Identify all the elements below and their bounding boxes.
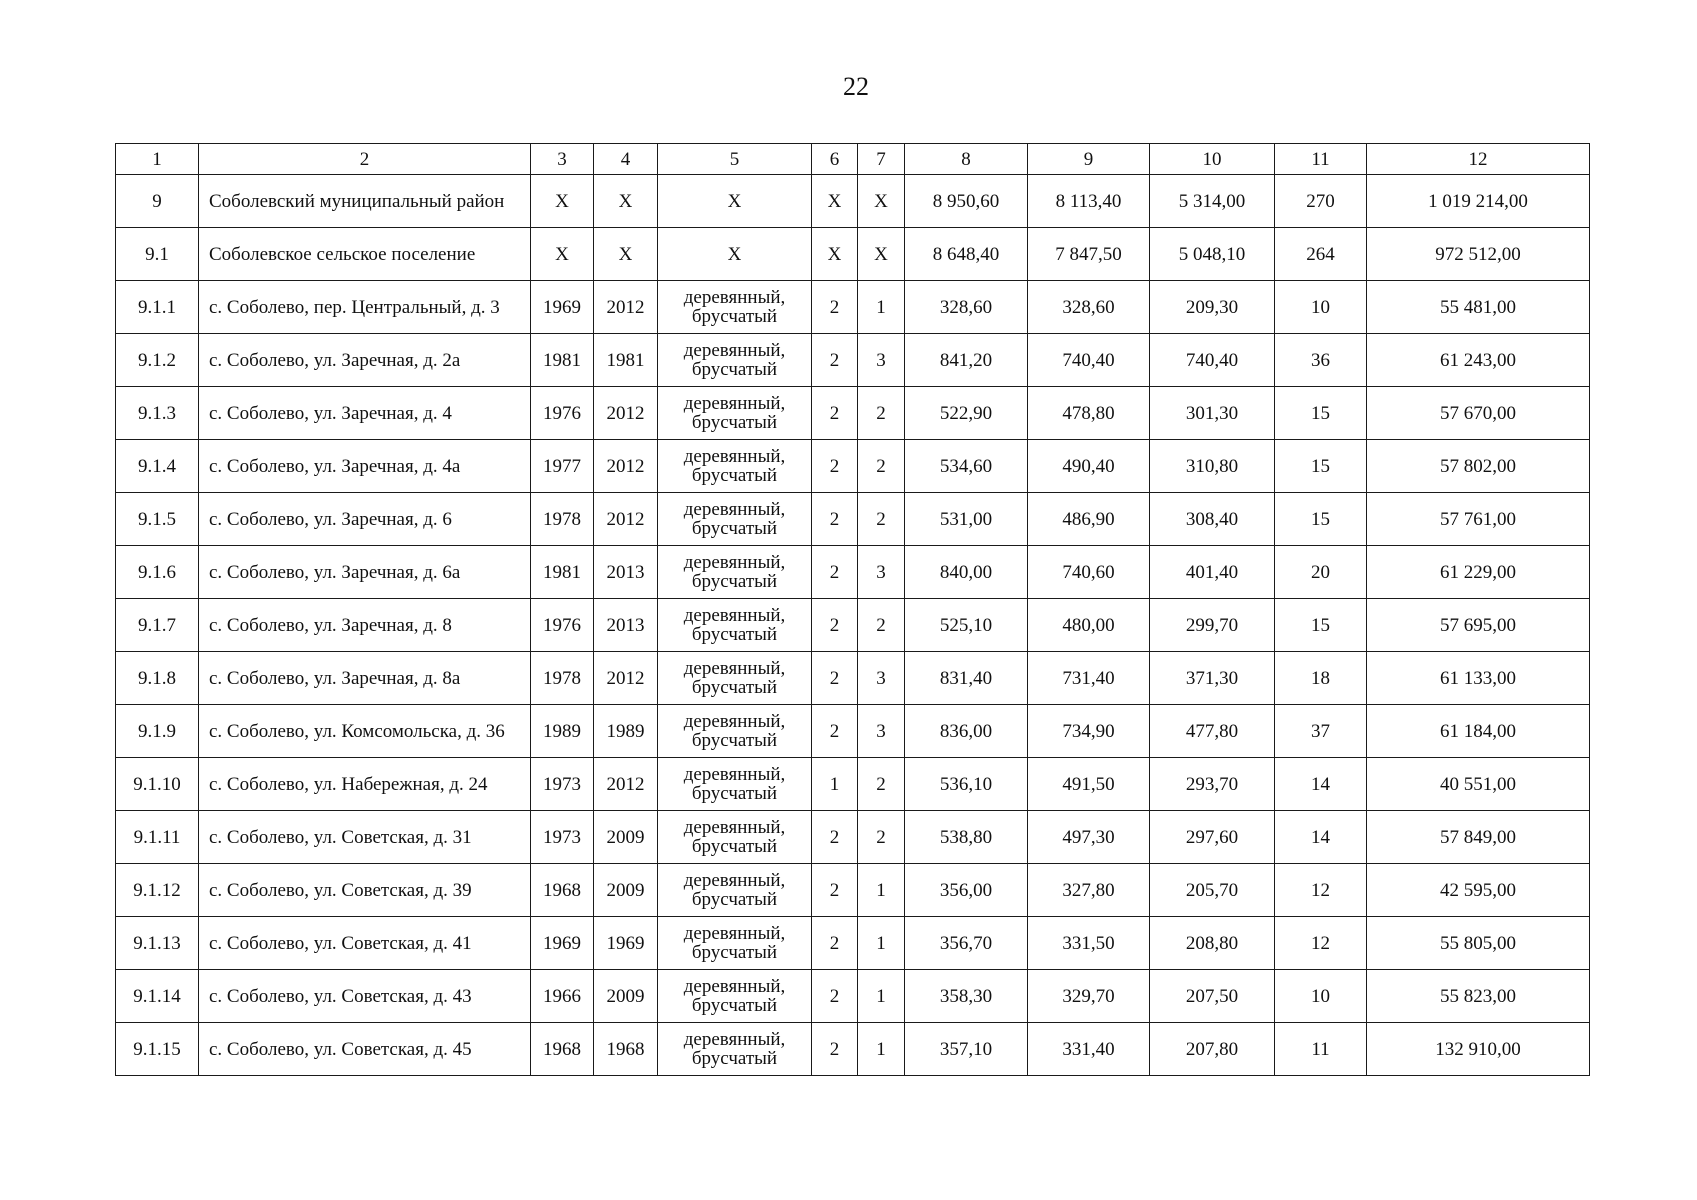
cost-cell: 972 512,00 (1367, 228, 1590, 281)
residential-area-cell: 209,30 (1150, 281, 1275, 334)
residents-cell: 12 (1275, 917, 1367, 970)
living-area-cell: 497,30 (1028, 811, 1150, 864)
row-index-cell: 9.1.8 (116, 652, 199, 705)
year-renovated-cell: 1989 (594, 705, 658, 758)
table-body (116, 144, 1590, 1076)
floors-cell: 1 (812, 758, 858, 811)
year-renovated-cell: 1968 (594, 1023, 658, 1076)
floors-cell: Х (812, 228, 858, 281)
residents-cell: 264 (1275, 228, 1367, 281)
year-built-cell: 1981 (531, 334, 594, 387)
cost-cell: 55 805,00 (1367, 917, 1590, 970)
entrances-cell: 1 (858, 281, 905, 334)
total-area-cell: 534,60 (905, 440, 1028, 493)
floors-cell: 2 (812, 387, 858, 440)
column-number: 9 (1028, 144, 1150, 175)
year-renovated-cell: 2009 (594, 970, 658, 1023)
total-area-cell: 536,10 (905, 758, 1028, 811)
entrances-cell: 3 (858, 334, 905, 387)
row-index-cell: 9.1.13 (116, 917, 199, 970)
cost-cell: 61 229,00 (1367, 546, 1590, 599)
living-area-cell: 490,40 (1028, 440, 1150, 493)
table-row (116, 811, 1590, 864)
wall-material-cell: Х (658, 175, 812, 228)
total-area-cell: 522,90 (905, 387, 1028, 440)
entrances-cell: 2 (858, 440, 905, 493)
row-index-cell: 9.1.14 (116, 970, 199, 1023)
wall-material-cell: деревянный, брусчатый (658, 493, 812, 546)
residential-area-cell: 308,40 (1150, 493, 1275, 546)
wall-material-cell: деревянный, брусчатый (658, 864, 812, 917)
year-built-cell: 1978 (531, 493, 594, 546)
row-index-cell: 9.1.9 (116, 705, 199, 758)
address-cell: Соболевский муниципальный район (199, 175, 531, 228)
floors-cell: 2 (812, 281, 858, 334)
address-cell: с. Соболево, ул. Комсомольска, д. 36 (199, 705, 531, 758)
cost-cell: 57 670,00 (1367, 387, 1590, 440)
residential-area-cell: 477,80 (1150, 705, 1275, 758)
year-renovated-cell: 2012 (594, 758, 658, 811)
year-renovated-cell: 2013 (594, 599, 658, 652)
wall-material-cell: деревянный, брусчатый (658, 758, 812, 811)
address-cell: с. Соболево, пер. Центральный, д. 3 (199, 281, 531, 334)
table-row (116, 864, 1590, 917)
table-row (116, 599, 1590, 652)
page-number: 22 (843, 72, 869, 101)
total-area-cell: 841,20 (905, 334, 1028, 387)
entrances-cell: 2 (858, 758, 905, 811)
wall-material-cell: деревянный, брусчатый (658, 705, 812, 758)
residents-cell: 270 (1275, 175, 1367, 228)
floors-cell: 2 (812, 705, 858, 758)
living-area-cell: 491,50 (1028, 758, 1150, 811)
total-area-cell: 8 950,60 (905, 175, 1028, 228)
residential-area-cell: 5 048,10 (1150, 228, 1275, 281)
year-built-cell: 1978 (531, 652, 594, 705)
table-row (116, 387, 1590, 440)
entrances-cell: 1 (858, 1023, 905, 1076)
residential-area-cell: 740,40 (1150, 334, 1275, 387)
table-row (116, 1023, 1590, 1076)
residential-area-cell: 205,70 (1150, 864, 1275, 917)
table-row (116, 970, 1590, 1023)
total-area-cell: 538,80 (905, 811, 1028, 864)
year-built-cell: 1973 (531, 758, 594, 811)
cost-cell: 42 595,00 (1367, 864, 1590, 917)
year-renovated-cell: Х (594, 175, 658, 228)
living-area-cell: 327,80 (1028, 864, 1150, 917)
row-index-cell: 9.1.6 (116, 546, 199, 599)
cost-cell: 132 910,00 (1367, 1023, 1590, 1076)
address-cell: с. Соболево, ул. Набережная, д. 24 (199, 758, 531, 811)
row-index-cell: 9.1.11 (116, 811, 199, 864)
total-area-cell: 531,00 (905, 493, 1028, 546)
year-built-cell: Х (531, 175, 594, 228)
column-number: 5 (658, 144, 812, 175)
wall-material-cell: деревянный, брусчатый (658, 917, 812, 970)
residents-cell: 14 (1275, 811, 1367, 864)
floors-cell: 2 (812, 546, 858, 599)
floors-cell: 2 (812, 917, 858, 970)
living-area-cell: 8 113,40 (1028, 175, 1150, 228)
year-renovated-cell: 2009 (594, 811, 658, 864)
address-cell: с. Соболево, ул. Заречная, д. 8а (199, 652, 531, 705)
residential-area-cell: 5 314,00 (1150, 175, 1275, 228)
column-number: 12 (1367, 144, 1590, 175)
year-built-cell: 1981 (531, 546, 594, 599)
column-number-row (116, 144, 1590, 175)
year-built-cell: 1968 (531, 864, 594, 917)
table-row (116, 758, 1590, 811)
cost-cell: 57 695,00 (1367, 599, 1590, 652)
row-index-cell: 9.1.4 (116, 440, 199, 493)
housing-registry-table (115, 143, 1590, 1076)
address-cell: с. Соболево, ул. Заречная, д. 4а (199, 440, 531, 493)
residential-area-cell: 207,80 (1150, 1023, 1275, 1076)
table-row (116, 652, 1590, 705)
cost-cell: 55 823,00 (1367, 970, 1590, 1023)
floors-cell: 2 (812, 334, 858, 387)
cost-cell: 1 019 214,00 (1367, 175, 1590, 228)
wall-material-cell: деревянный, брусчатый (658, 599, 812, 652)
entrances-cell: 3 (858, 546, 905, 599)
year-renovated-cell: 2013 (594, 546, 658, 599)
column-number: 4 (594, 144, 658, 175)
living-area-cell: 7 847,50 (1028, 228, 1150, 281)
living-area-cell: 331,40 (1028, 1023, 1150, 1076)
year-built-cell: 1968 (531, 1023, 594, 1076)
year-renovated-cell: 2012 (594, 652, 658, 705)
living-area-cell: 480,00 (1028, 599, 1150, 652)
living-area-cell: 740,60 (1028, 546, 1150, 599)
column-number: 10 (1150, 144, 1275, 175)
wall-material-cell: деревянный, брусчатый (658, 387, 812, 440)
cost-cell: 61 133,00 (1367, 652, 1590, 705)
residential-area-cell: 401,40 (1150, 546, 1275, 599)
living-area-cell: 329,70 (1028, 970, 1150, 1023)
column-number: 6 (812, 144, 858, 175)
address-cell: с. Соболево, ул. Советская, д. 45 (199, 1023, 531, 1076)
entrances-cell: 3 (858, 652, 905, 705)
column-number: 1 (116, 144, 199, 175)
living-area-cell: 331,50 (1028, 917, 1150, 970)
year-renovated-cell: 1969 (594, 917, 658, 970)
floors-cell: 2 (812, 864, 858, 917)
table-row (116, 493, 1590, 546)
residential-area-cell: 297,60 (1150, 811, 1275, 864)
floors-cell: 2 (812, 493, 858, 546)
entrances-cell: 2 (858, 599, 905, 652)
row-index-cell: 9.1.15 (116, 1023, 199, 1076)
total-area-cell: 357,10 (905, 1023, 1028, 1076)
living-area-cell: 734,90 (1028, 705, 1150, 758)
table-row (116, 228, 1590, 281)
cost-cell: 57 761,00 (1367, 493, 1590, 546)
residents-cell: 18 (1275, 652, 1367, 705)
table-row (116, 705, 1590, 758)
floors-cell: 2 (812, 970, 858, 1023)
residents-cell: 36 (1275, 334, 1367, 387)
entrances-cell: 1 (858, 917, 905, 970)
year-built-cell: 1976 (531, 599, 594, 652)
entrances-cell: 1 (858, 864, 905, 917)
entrances-cell: 3 (858, 705, 905, 758)
address-cell: с. Соболево, ул. Заречная, д. 4 (199, 387, 531, 440)
wall-material-cell: Х (658, 228, 812, 281)
floors-cell: 2 (812, 440, 858, 493)
year-renovated-cell: 2012 (594, 387, 658, 440)
entrances-cell: 1 (858, 970, 905, 1023)
wall-material-cell: деревянный, брусчатый (658, 440, 812, 493)
residential-area-cell: 207,50 (1150, 970, 1275, 1023)
floors-cell: Х (812, 175, 858, 228)
row-index-cell: 9.1 (116, 228, 199, 281)
residents-cell: 15 (1275, 599, 1367, 652)
row-index-cell: 9.1.7 (116, 599, 199, 652)
year-renovated-cell: 2009 (594, 864, 658, 917)
residential-area-cell: 301,30 (1150, 387, 1275, 440)
residents-cell: 10 (1275, 970, 1367, 1023)
address-cell: с. Соболево, ул. Советская, д. 39 (199, 864, 531, 917)
wall-material-cell: деревянный, брусчатый (658, 334, 812, 387)
wall-material-cell: деревянный, брусчатый (658, 811, 812, 864)
wall-material-cell: деревянный, брусчатый (658, 1023, 812, 1076)
living-area-cell: 486,90 (1028, 493, 1150, 546)
residents-cell: 15 (1275, 493, 1367, 546)
address-cell: Соболевское сельское поселение (199, 228, 531, 281)
column-number: 7 (858, 144, 905, 175)
year-built-cell: 1969 (531, 281, 594, 334)
living-area-cell: 328,60 (1028, 281, 1150, 334)
year-built-cell: Х (531, 228, 594, 281)
residents-cell: 20 (1275, 546, 1367, 599)
total-area-cell: 358,30 (905, 970, 1028, 1023)
year-renovated-cell: 2012 (594, 440, 658, 493)
living-area-cell: 740,40 (1028, 334, 1150, 387)
residents-cell: 15 (1275, 387, 1367, 440)
wall-material-cell: деревянный, брусчатый (658, 546, 812, 599)
floors-cell: 2 (812, 599, 858, 652)
wall-material-cell: деревянный, брусчатый (658, 652, 812, 705)
residents-cell: 37 (1275, 705, 1367, 758)
residential-area-cell: 299,70 (1150, 599, 1275, 652)
year-built-cell: 1977 (531, 440, 594, 493)
row-index-cell: 9.1.10 (116, 758, 199, 811)
living-area-cell: 478,80 (1028, 387, 1150, 440)
column-number: 8 (905, 144, 1028, 175)
cost-cell: 57 802,00 (1367, 440, 1590, 493)
table-row (116, 917, 1590, 970)
row-index-cell: 9.1.3 (116, 387, 199, 440)
column-number: 3 (531, 144, 594, 175)
entrances-cell: 2 (858, 811, 905, 864)
row-index-cell: 9.1.5 (116, 493, 199, 546)
total-area-cell: 525,10 (905, 599, 1028, 652)
total-area-cell: 328,60 (905, 281, 1028, 334)
year-built-cell: 1989 (531, 705, 594, 758)
row-index-cell: 9.1.2 (116, 334, 199, 387)
entrances-cell: 2 (858, 493, 905, 546)
table-row (116, 281, 1590, 334)
address-cell: с. Соболево, ул. Советская, д. 43 (199, 970, 531, 1023)
cost-cell: 55 481,00 (1367, 281, 1590, 334)
residents-cell: 12 (1275, 864, 1367, 917)
year-renovated-cell: 2012 (594, 281, 658, 334)
residential-area-cell: 208,80 (1150, 917, 1275, 970)
year-built-cell: 1969 (531, 917, 594, 970)
table-row (116, 175, 1590, 228)
address-cell: с. Соболево, ул. Заречная, д. 6а (199, 546, 531, 599)
table-row (116, 546, 1590, 599)
year-renovated-cell: 2012 (594, 493, 658, 546)
residents-cell: 15 (1275, 440, 1367, 493)
address-cell: с. Соболево, ул. Заречная, д. 6 (199, 493, 531, 546)
year-built-cell: 1973 (531, 811, 594, 864)
address-cell: с. Соболево, ул. Советская, д. 31 (199, 811, 531, 864)
residents-cell: 14 (1275, 758, 1367, 811)
row-index-cell: 9.1.1 (116, 281, 199, 334)
entrances-cell: 2 (858, 387, 905, 440)
residents-cell: 11 (1275, 1023, 1367, 1076)
row-index-cell: 9 (116, 175, 199, 228)
wall-material-cell: деревянный, брусчатый (658, 970, 812, 1023)
year-renovated-cell: 1981 (594, 334, 658, 387)
residential-area-cell: 310,80 (1150, 440, 1275, 493)
column-number: 2 (199, 144, 531, 175)
total-area-cell: 8 648,40 (905, 228, 1028, 281)
address-cell: с. Соболево, ул. Советская, д. 41 (199, 917, 531, 970)
entrances-cell: Х (858, 175, 905, 228)
year-built-cell: 1976 (531, 387, 594, 440)
residential-area-cell: 293,70 (1150, 758, 1275, 811)
address-cell: с. Соболево, ул. Заречная, д. 2а (199, 334, 531, 387)
entrances-cell: Х (858, 228, 905, 281)
column-number: 11 (1275, 144, 1367, 175)
total-area-cell: 836,00 (905, 705, 1028, 758)
table-row (116, 334, 1590, 387)
floors-cell: 2 (812, 652, 858, 705)
cost-cell: 61 184,00 (1367, 705, 1590, 758)
total-area-cell: 356,70 (905, 917, 1028, 970)
total-area-cell: 840,00 (905, 546, 1028, 599)
floors-cell: 2 (812, 811, 858, 864)
wall-material-cell: деревянный, брусчатый (658, 281, 812, 334)
cost-cell: 57 849,00 (1367, 811, 1590, 864)
year-renovated-cell: Х (594, 228, 658, 281)
total-area-cell: 831,40 (905, 652, 1028, 705)
residential-area-cell: 371,30 (1150, 652, 1275, 705)
table-row (116, 440, 1590, 493)
row-index-cell: 9.1.12 (116, 864, 199, 917)
floors-cell: 2 (812, 1023, 858, 1076)
cost-cell: 40 551,00 (1367, 758, 1590, 811)
year-built-cell: 1966 (531, 970, 594, 1023)
total-area-cell: 356,00 (905, 864, 1028, 917)
living-area-cell: 731,40 (1028, 652, 1150, 705)
cost-cell: 61 243,00 (1367, 334, 1590, 387)
address-cell: с. Соболево, ул. Заречная, д. 8 (199, 599, 531, 652)
residents-cell: 10 (1275, 281, 1367, 334)
